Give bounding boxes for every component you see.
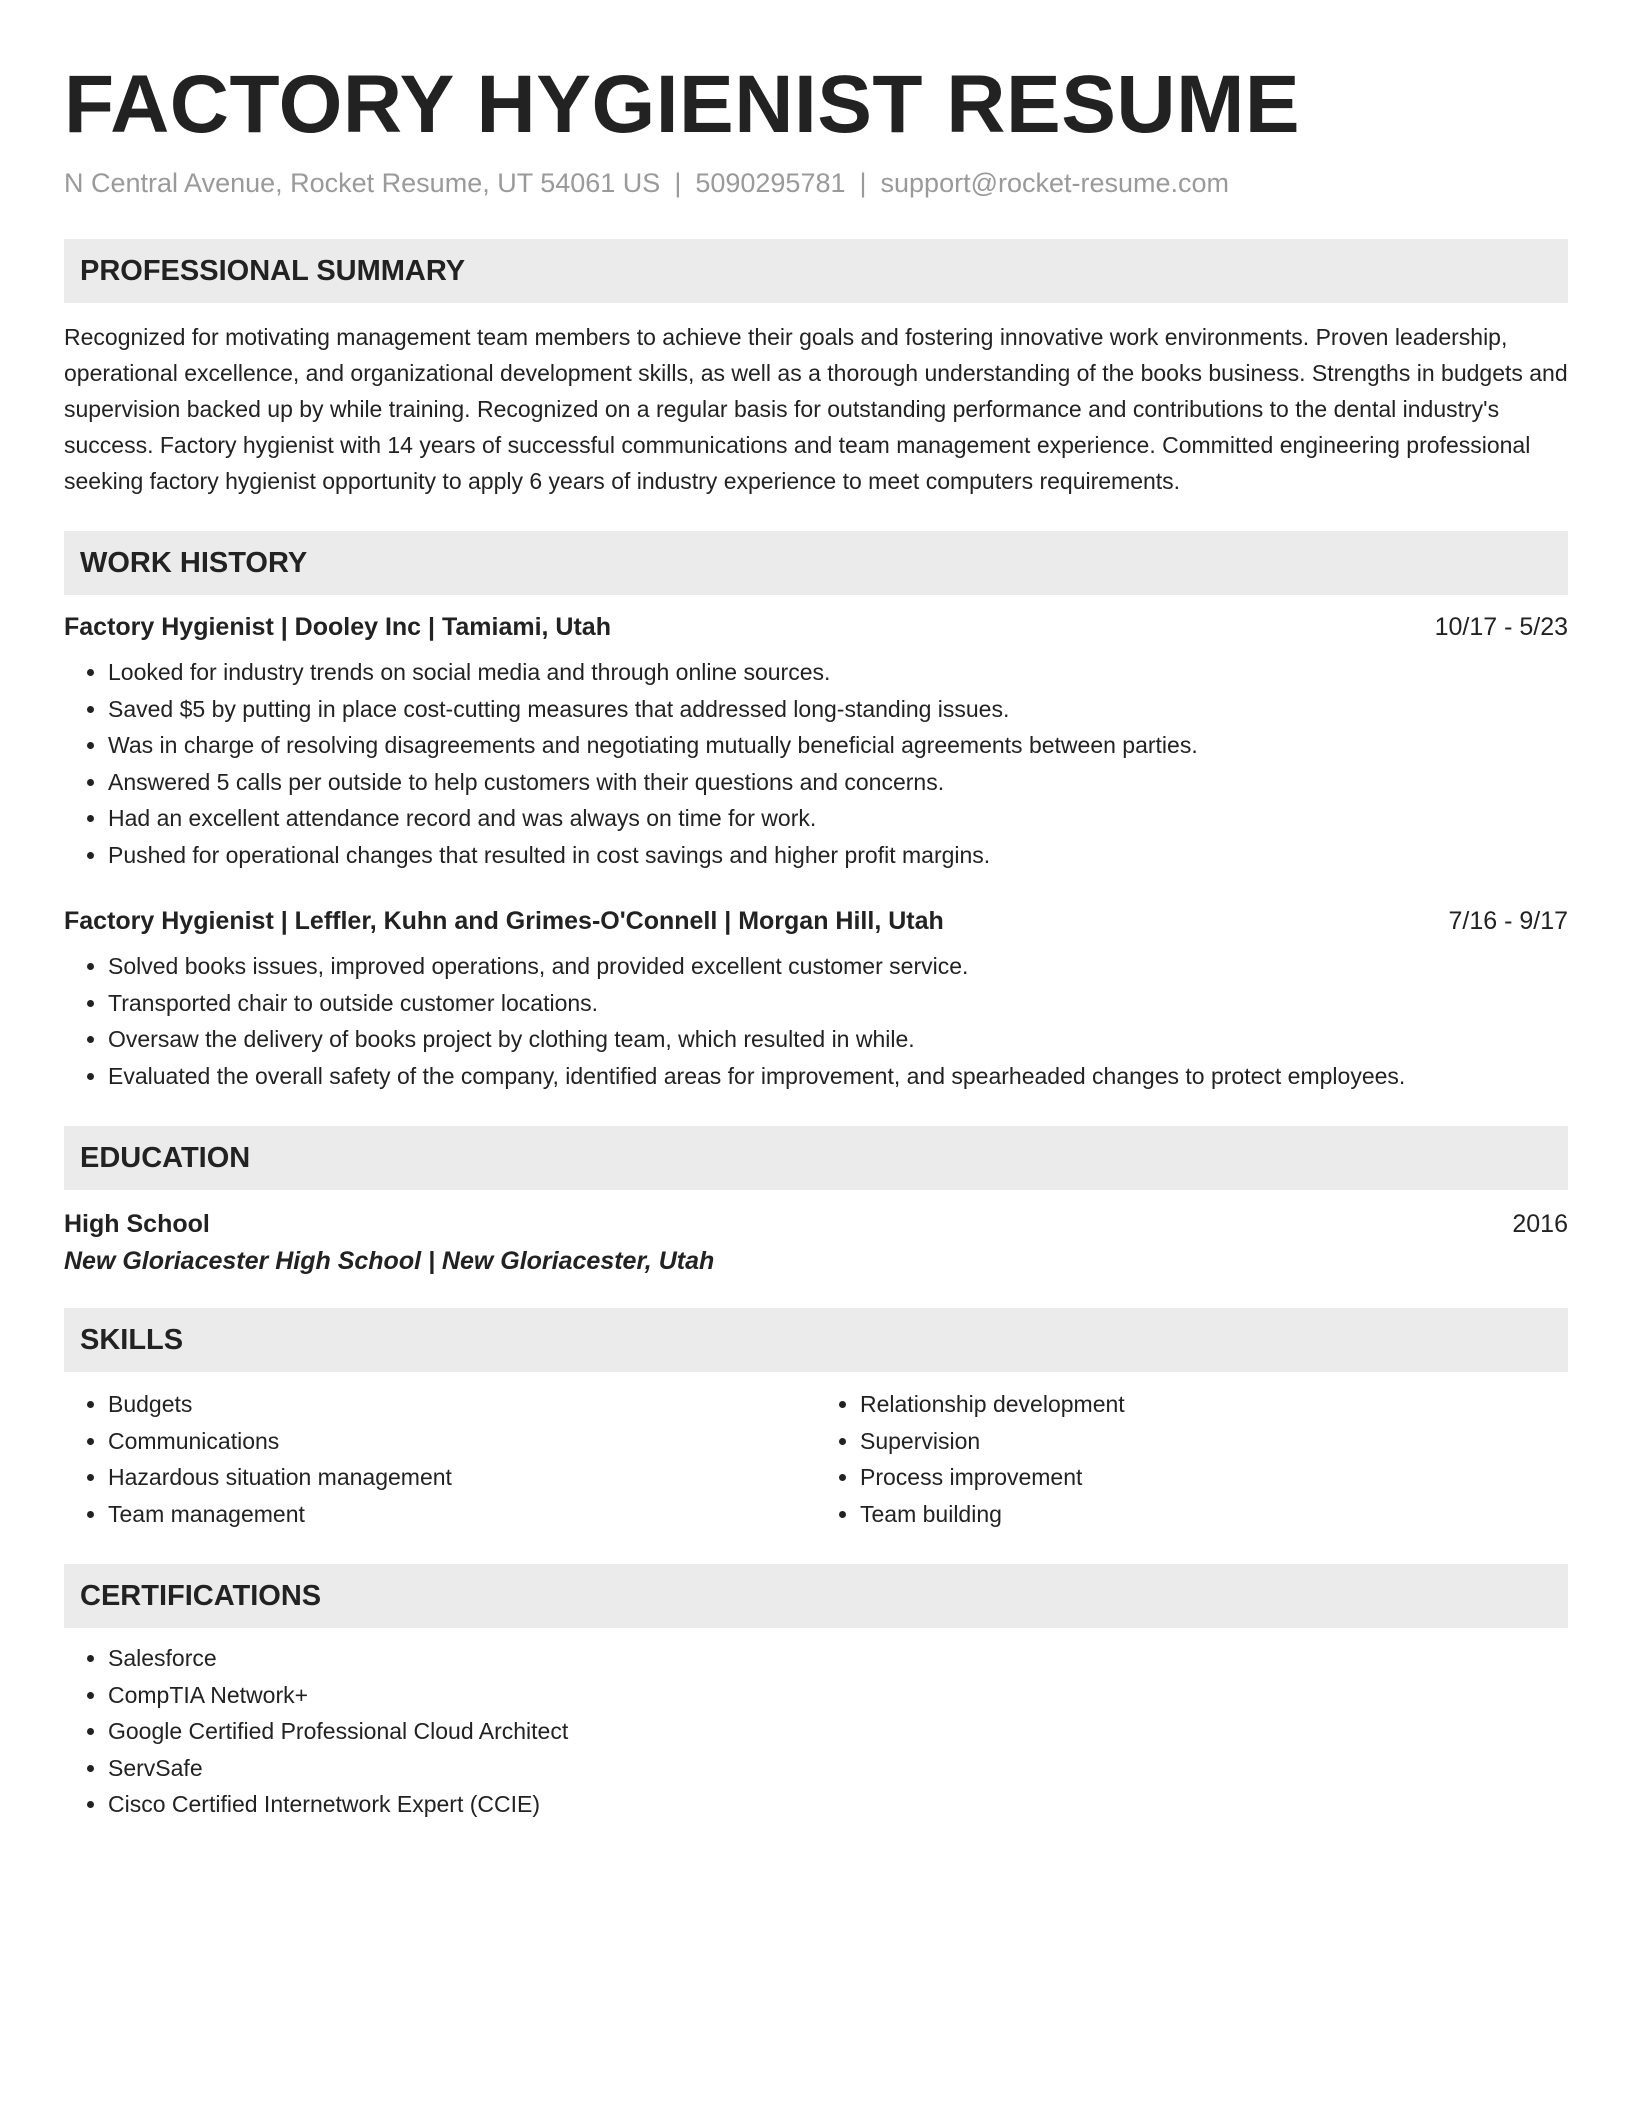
section-heading-certifications: CERTIFICATIONS bbox=[64, 1564, 1568, 1628]
education-year: 2016 bbox=[1512, 1210, 1568, 1238]
certification-item: • ServSafe bbox=[108, 1750, 1568, 1787]
skill-item: • Supervision bbox=[860, 1423, 1568, 1460]
skill-item: • Team management bbox=[108, 1496, 816, 1533]
contact-separator: | bbox=[674, 168, 682, 198]
certifications-section bbox=[64, 1564, 1568, 1823]
education-school: New Gloriacester High School | New Gloriacester, Utah bbox=[64, 1247, 715, 1275]
job-duty: • Was in charge of resolving disagreements and negotiating mutually beneficial agreements between parties. bbox=[108, 727, 1568, 764]
certification-item: • CompTIA Network+ bbox=[108, 1677, 1568, 1714]
skill-item: • Communications bbox=[108, 1423, 816, 1460]
job-duty: • Pushed for operational changes that resulted in cost savings and higher profit margins. bbox=[108, 837, 1568, 874]
summary-text: Recognized for motivating management team members to achieve their goals and fostering innovative work environments. Proven leadership, operational excellence, and organizational development skills, as well as a thorough understanding of the books business. Strengths in budgets and supervision backed up by while training. Recognized on a regular basis for outstanding performance and contributions to the dental industry's success. Factory hygienist with 14 years of successful communications and team management experience. Committed engineering professional seeking factory hygienist opportunity to apply 6 years of industry experience to meet computers requirements. bbox=[64, 324, 1568, 494]
job-duty: • Solved books issues, improved operations, and provided excellent customer service. bbox=[108, 948, 1568, 985]
job-duty: • Evaluated the overall safety of the company, identified areas for improvement, and spearheaded changes to protect employees. bbox=[108, 1058, 1568, 1095]
section-heading-skills: SKILLS bbox=[64, 1308, 1568, 1372]
certification-item: • Salesforce bbox=[108, 1640, 1568, 1677]
job-entry bbox=[64, 613, 1568, 873]
contact-address: N Central Avenue, Rocket Resume, UT 54061 US bbox=[64, 168, 661, 198]
certification-item: • Cisco Certified Internetwork Expert (CCIE) bbox=[108, 1786, 1568, 1823]
job-title: Factory Hygienist | Dooley Inc | Tamiami, Utah bbox=[64, 613, 611, 641]
job-title: Factory Hygienist | Leffler, Kuhn and Grimes-O'Connell | Morgan Hill, Utah bbox=[64, 907, 944, 935]
contact-separator: | bbox=[859, 168, 867, 198]
job-dates: 10/17 - 5/23 bbox=[1434, 613, 1568, 641]
skills-list-left bbox=[64, 1386, 816, 1532]
skills-section bbox=[64, 1308, 1568, 1532]
job-duty: • Transported chair to outside customer locations. bbox=[108, 985, 1568, 1022]
contact-phone: 5090295781 bbox=[695, 168, 846, 198]
skill-item: • Team building bbox=[860, 1496, 1568, 1533]
skills-columns bbox=[64, 1386, 1568, 1532]
skill-item: • Process improvement bbox=[860, 1459, 1568, 1496]
job-duty: • Looked for industry trends on social media and through online sources. bbox=[108, 654, 1568, 691]
skills-list-right bbox=[816, 1386, 1568, 1532]
job-duty: • Saved $5 by putting in place cost-cutting measures that addressed long-standing issues. bbox=[108, 691, 1568, 728]
resume-title: FACTORY HYGIENIST RESUME bbox=[64, 59, 1301, 150]
certifications-list bbox=[64, 1640, 1568, 1823]
job-duty: • Answered 5 calls per outside to help customers with their questions and concerns. bbox=[108, 764, 1568, 801]
certification-item: • Google Certified Professional Cloud Architect bbox=[108, 1713, 1568, 1750]
job-duties-list bbox=[64, 654, 1568, 873]
work-history-section bbox=[64, 531, 1568, 1094]
education-entry bbox=[64, 1210, 1568, 1276]
education-degree: High School bbox=[64, 1210, 210, 1238]
job-entry bbox=[64, 907, 1568, 1094]
education-section bbox=[64, 1126, 1568, 1276]
section-heading-work-history: WORK HISTORY bbox=[64, 531, 1568, 595]
job-dates: 7/16 - 9/17 bbox=[1448, 907, 1568, 935]
skill-item: • Budgets bbox=[108, 1386, 816, 1423]
section-heading-education: EDUCATION bbox=[64, 1126, 1568, 1190]
section-heading-summary: PROFESSIONAL SUMMARY bbox=[64, 239, 1568, 303]
skill-item: • Relationship development bbox=[860, 1386, 1568, 1423]
skill-item: • Hazardous situation management bbox=[108, 1459, 816, 1496]
job-duties-list bbox=[64, 948, 1568, 1094]
job-duty: • Had an excellent attendance record and was always on time for work. bbox=[108, 800, 1568, 837]
job-duty: • Oversaw the delivery of books project by clothing team, which resulted in while. bbox=[108, 1021, 1568, 1058]
contact-email: support@rocket-resume.com bbox=[880, 168, 1230, 198]
contact-line bbox=[64, 166, 1568, 200]
